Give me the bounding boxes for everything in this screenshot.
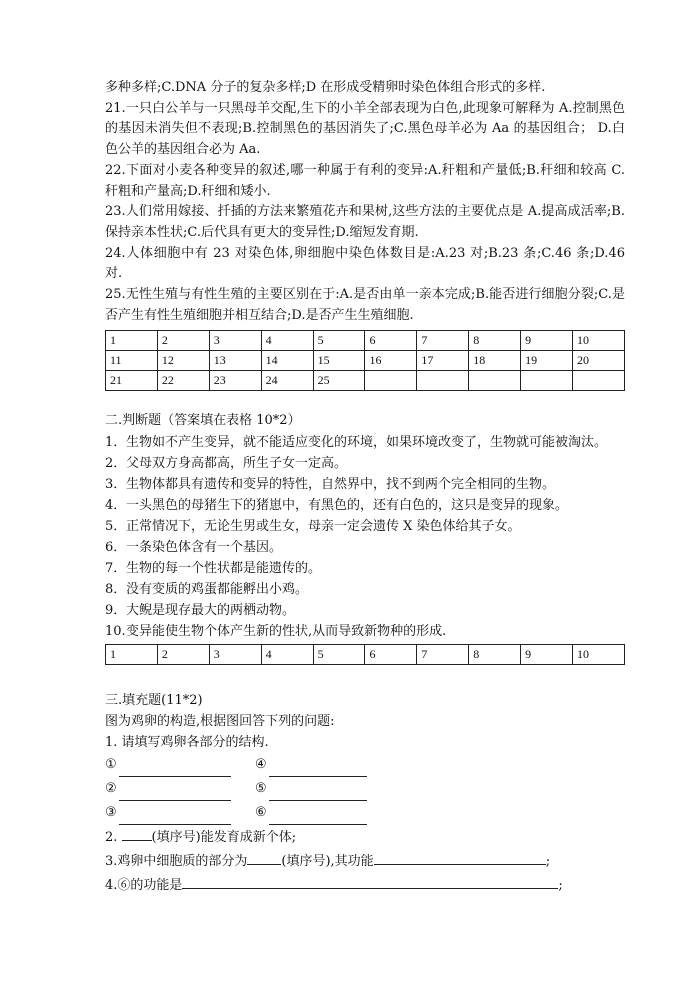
item-text: 没有变质的鸡蛋都能孵出小鸡。 [126,582,309,598]
blank-group [255,753,405,777]
blank-label: ④ [255,757,267,773]
question-text: 3.鸡卵中细胞质的部分为 [105,854,248,870]
blank-group [105,753,255,777]
question-end: ; [558,878,563,894]
question-text: 4.⑥的功能是 [105,878,183,894]
answer-cell[interactable]: 9 [521,331,573,351]
answer-cell[interactable]: 7 [417,331,469,351]
answer-cell[interactable]: 14 [261,351,313,371]
answer-cell[interactable] [521,371,573,391]
blank-label: ⑤ [255,781,267,797]
question-text: (填序号)能发育成新个体; [151,830,297,846]
answer-cell[interactable]: 6 [365,645,417,665]
answer-cell[interactable]: 11 [106,351,158,371]
question-text: (填序号),其功能 [281,854,374,870]
item-text: 变异能使生物个体产生新的性状,从而导致新物种的形成. [126,624,447,640]
true-false-answer-table [105,644,625,665]
list-item [105,516,625,537]
item-text: 生物体都具有遗传和变异的特性，自然界中，找不到两个完全相同的生物。 [126,477,556,493]
list-item [105,432,625,453]
table-row [106,645,625,665]
fill-in-question-3 [105,849,625,873]
blank-group [255,801,405,825]
blank-row [105,777,625,801]
answer-cell[interactable]: 8 [469,331,521,351]
answer-cell[interactable]: 5 [313,331,365,351]
fill-in-intro: 图为鸡卵的构造,根据图回答下列的问题: [105,713,335,729]
answer-blank[interactable] [269,809,367,825]
answer-cell[interactable]: 21 [106,371,158,391]
answer-cell[interactable]: 17 [417,351,469,371]
list-item [105,558,625,579]
fill-in-question-1: 1. 请填写鸡卵各部分的结构. [105,734,269,750]
answer-cell[interactable]: 20 [573,351,625,371]
answer-cell[interactable]: 25 [313,371,365,391]
answer-cell[interactable]: 15 [313,351,365,371]
answer-cell[interactable]: 9 [521,645,573,665]
answer-blank[interactable] [182,873,558,889]
mc-answer-table [105,330,625,391]
mc-line: 多种多样;C.DNA 分子的复杂多样;D 在形成受精卵时染色体组合形式的多样. [105,80,546,95]
blank-label: ③ [105,805,117,821]
answer-cell[interactable]: 4 [261,645,313,665]
item-text: 父母双方身高都高，所生子女一定高。 [126,456,348,472]
list-item [105,474,625,495]
blank-label: ② [105,781,117,797]
fill-in-section [105,691,625,897]
answer-cell[interactable]: 1 [106,331,158,351]
answer-cell[interactable]: 2 [157,645,209,665]
answer-cell[interactable]: 22 [157,371,209,391]
item-text: 生物的每一个性状都是能遗传的。 [126,561,322,577]
true-false-list [105,432,625,642]
question-end: ; [545,854,551,870]
exam-page [105,78,625,897]
item-number: 2． [105,456,127,472]
blank-label: ⑥ [255,805,267,821]
answer-cell[interactable] [573,371,625,391]
blank-row [105,753,625,777]
true-false-section [105,411,625,642]
answer-cell[interactable]: 23 [209,371,261,391]
item-text: 生物如不产生变异，就不能适应变化的环境，如果环境改变了，生物就可能被淘汰。 [126,435,608,451]
mc-continuation [105,78,625,326]
list-item [105,453,625,474]
list-item [105,495,625,516]
answer-cell[interactable]: 19 [521,351,573,371]
item-number: 7． [105,561,127,577]
answer-blank[interactable] [119,809,231,825]
answer-blank[interactable] [122,825,152,841]
list-item [105,537,625,558]
table-row [106,331,625,351]
answer-blank[interactable] [269,785,367,801]
item-text: 正常情况下，无论生男或生女，母亲一定会遗传 X 染色体给其子女。 [126,519,521,535]
answer-blank[interactable] [119,761,231,777]
item-number: 3． [105,477,127,493]
item-text: 大鲵是现存最大的两栖动物。 [126,603,296,619]
answer-blank[interactable] [247,849,281,865]
answer-cell[interactable]: 16 [365,351,417,371]
answer-cell[interactable]: 3 [209,645,261,665]
answer-cell[interactable]: 8 [469,645,521,665]
item-text: 一头黑色的母猪生下的猪崽中，有黑色的，还有白色的，这只是变异的现象。 [126,498,569,514]
answer-blank[interactable] [374,849,546,865]
blank-group [105,777,255,801]
answer-cell[interactable]: 10 [573,645,625,665]
question-24: 24.人体细胞中有 23 对染色体,卵细胞中染色体数目是:A.23 对;B.23 条;C.46 条;D.46 对. [105,245,625,282]
list-item [105,600,625,621]
answer-cell[interactable] [365,371,417,391]
question-21: 21.一只白公羊与一只黑母羊交配,生下的小羊全部表现为白色,此现象可解释为 A.控制黑色的基因未消失但不表现;B.控制黑色的基因消失了;C.黑色母羊必为 Aa 的基因组合； D.白色公羊的基因组合必为 Aa. [105,100,625,158]
blank-group [105,801,255,825]
table-row [106,371,625,391]
item-number: 8． [105,582,127,598]
answer-cell[interactable]: 10 [573,331,625,351]
item-number: 5． [105,519,127,535]
item-number: 9． [105,603,127,619]
item-number: 4． [105,498,127,514]
answer-cell[interactable]: 1 [106,645,158,665]
section-title: 二.判断题（答案填在表格 10*2） [105,413,301,429]
table-row [106,351,625,371]
answer-cell[interactable]: 13 [209,351,261,371]
answer-cell[interactable]: 24 [261,371,313,391]
question-number: 2. [105,830,118,846]
question-25: 25.无性生殖与有性生殖的主要区别在于:A.是否由单一亲本完成;B.能否进行细胞分裂;C.是否产生有性生殖细胞并相互结合;D.是否产生生殖细胞. [105,287,625,323]
answer-cell[interactable]: 12 [157,351,209,371]
blank-label: ① [105,757,117,773]
answer-cell[interactable] [417,371,469,391]
answer-cell[interactable]: 4 [261,331,313,351]
section-title: 三.填充题(11*2) [105,693,203,709]
blank-group [255,777,405,801]
answer-cell[interactable]: 3 [209,331,261,351]
list-item [105,579,625,600]
answer-blank[interactable] [119,785,231,801]
item-text: 一条染色体含有一个基因。 [126,540,283,556]
fill-in-question-4 [105,873,625,897]
answer-cell[interactable] [469,371,521,391]
answer-cell[interactable]: 5 [313,645,365,665]
item-number: 10. [105,624,126,640]
item-number: 6． [105,540,127,556]
answer-cell[interactable]: 2 [157,331,209,351]
answer-cell[interactable]: 6 [365,331,417,351]
fill-in-question-2 [105,825,625,849]
list-item [105,621,625,642]
answer-blank[interactable] [269,761,367,777]
blank-row [105,801,625,825]
answer-cell[interactable]: 7 [417,645,469,665]
item-number: 1． [105,435,127,451]
question-22: 22.下面对小麦各种变异的叙述,哪一种属于有利的变异:A.秆粗和产量低;B.秆细和较高 C.秆粗和产量高;D.秆细和矮小. [105,162,625,199]
question-23: 23.人们常用嫁接、扦插的方法来繁殖花卉和果树,这些方法的主要优点是 A.提高成活率;B.保持亲本性状;C.后代具有更大的变异性;D.缩短发育期. [105,204,625,240]
answer-cell[interactable]: 18 [469,351,521,371]
